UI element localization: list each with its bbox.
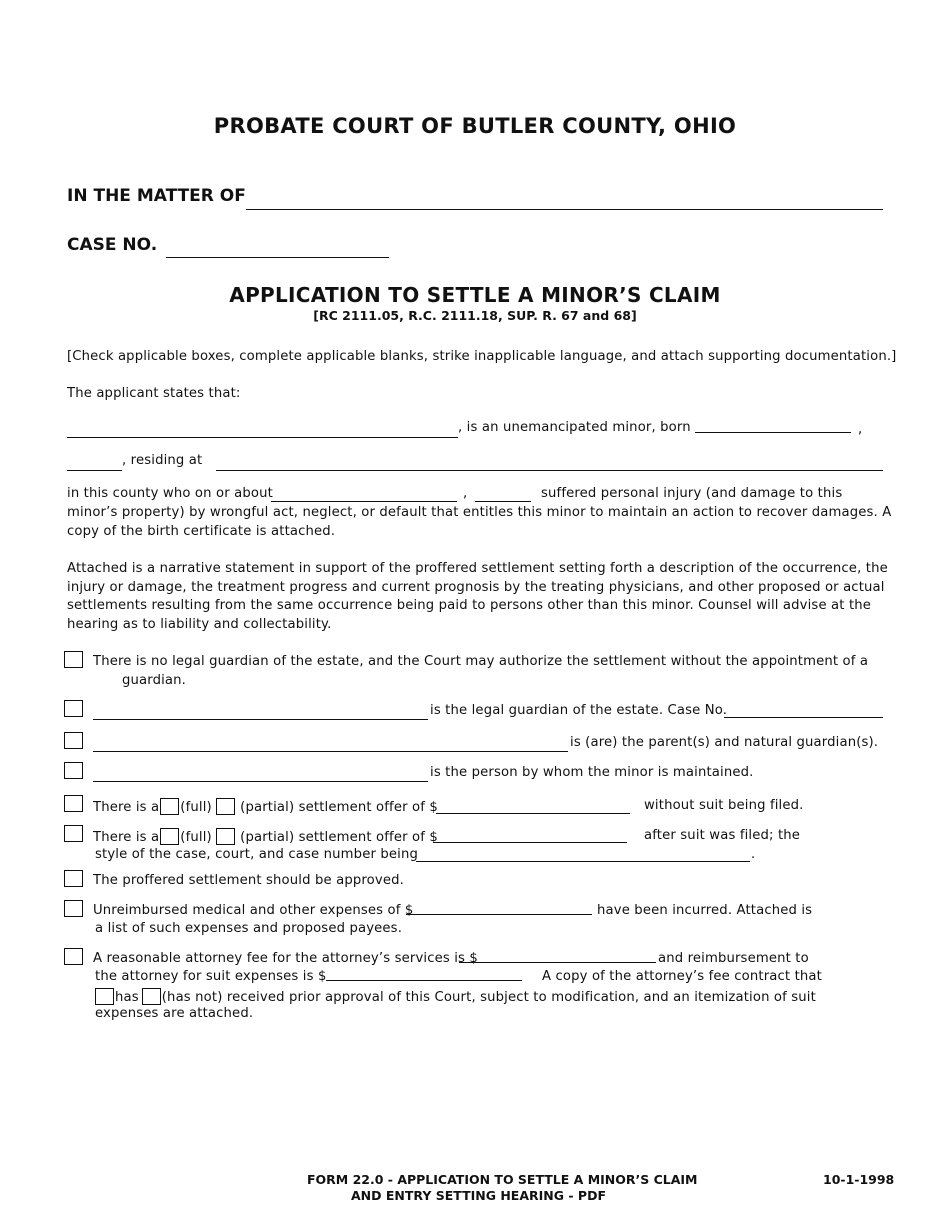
offer-after-suit-checkbox[interactable] bbox=[64, 825, 83, 842]
attorney-fee-text-4: expenses are attached. bbox=[95, 1006, 254, 1021]
offer-after-suit-amount-field[interactable] bbox=[433, 842, 627, 843]
no-guardian-text-1: There is no legal guardian of the estate, and the Court may authorize the settlement without the appointment of a bbox=[93, 654, 869, 669]
no-guardian-checkbox[interactable] bbox=[64, 651, 83, 668]
has-not-approval-checkbox[interactable] bbox=[142, 988, 161, 1005]
footer-form-line-2: AND ENTRY SETTING HEARING - PDF bbox=[351, 1188, 606, 1203]
expenses-checkbox[interactable] bbox=[64, 900, 83, 917]
injury-text-1b: suffered personal injury (and damage to this bbox=[541, 486, 843, 501]
suit-expenses-amount-field[interactable] bbox=[326, 980, 522, 981]
parents-checkbox[interactable] bbox=[64, 732, 83, 749]
offer-without-suit-partial-label: (partial) settlement offer of $ bbox=[240, 800, 438, 815]
case-number-field[interactable] bbox=[166, 257, 389, 258]
injury-text-1a: in this county who on or about bbox=[67, 486, 273, 501]
parents-text: is (are) the parent(s) and natural guardian(s). bbox=[570, 735, 879, 750]
birth-year-field[interactable] bbox=[67, 470, 122, 471]
approve-checkbox[interactable] bbox=[64, 870, 83, 887]
offer-after-suit-prefix: There is a bbox=[93, 830, 160, 845]
case-style-period: . bbox=[751, 847, 756, 862]
offer-without-suit-prefix: There is a bbox=[93, 800, 160, 815]
attorney-fee-text-2a: the attorney for suit expenses is $ bbox=[95, 969, 327, 984]
offer-after-suit-suffix: after suit was filed; the bbox=[644, 828, 801, 843]
offer-without-suit-text bbox=[93, 798, 438, 815]
minor-name-field[interactable] bbox=[67, 437, 458, 438]
narrative-line-4: hearing as to liability and collectability. bbox=[67, 617, 332, 632]
offer-after-suit-full-checkbox[interactable] bbox=[160, 828, 179, 845]
address-field[interactable] bbox=[216, 470, 883, 471]
has-approval-checkbox[interactable] bbox=[95, 988, 114, 1005]
footer-form-line-1: FORM 22.0 - APPLICATION TO SETTLE A MINOR’S CLAIM bbox=[307, 1172, 698, 1187]
maintainer-checkbox[interactable] bbox=[64, 762, 83, 779]
applicant-intro: The applicant states that: bbox=[67, 386, 241, 401]
expenses-text-2: a list of such expenses and proposed payees. bbox=[95, 921, 403, 936]
attorney-fee-text-2b: A copy of the attorney’s fee contract that bbox=[542, 969, 822, 984]
attorney-fee-text-1b: and reimbursement to bbox=[658, 951, 809, 966]
guardian-case-number-field[interactable] bbox=[724, 717, 883, 718]
offer-without-suit-checkbox[interactable] bbox=[64, 795, 83, 812]
case-number-label: CASE NO. bbox=[67, 235, 158, 255]
offer-after-suit-full-label: (full) bbox=[180, 830, 212, 845]
attorney-fee-amount-field[interactable] bbox=[459, 962, 656, 963]
maintainer-text: is the person by whom the minor is maintained. bbox=[430, 765, 754, 780]
form-citation: [RC 2111.05, R.C. 2111.18, SUP. R. 67 and 68] bbox=[313, 308, 637, 323]
offer-without-suit-full-label: (full) bbox=[180, 800, 212, 815]
has-label: has bbox=[115, 990, 139, 1005]
minor-status-text: , is an unemancipated minor, born bbox=[458, 420, 691, 435]
case-style-label: style of the case, court, and case number being bbox=[95, 847, 419, 862]
footer-date: 10-1-1998 bbox=[823, 1172, 895, 1187]
offer-after-suit-partial-checkbox[interactable] bbox=[216, 828, 235, 845]
offer-without-suit-full-checkbox[interactable] bbox=[160, 798, 179, 815]
offer-without-suit-partial-checkbox[interactable] bbox=[216, 798, 235, 815]
offer-without-suit-amount-field[interactable] bbox=[436, 813, 630, 814]
injury-text-3: copy of the birth certificate is attached. bbox=[67, 524, 336, 539]
matter-name-field[interactable] bbox=[246, 209, 883, 210]
expenses-text-1b: have been incurred. Attached is bbox=[597, 903, 813, 918]
maintainer-name-field[interactable] bbox=[93, 781, 428, 782]
attorney-fee-text-1a: A reasonable attorney fee for the attorney’s services is $ bbox=[93, 951, 478, 966]
attorney-fee-checkbox[interactable] bbox=[64, 948, 83, 965]
narrative-line-2: injury or damage, the treatment progress and current prognosis by the treating physicians, and other proposed or actual bbox=[67, 580, 885, 595]
legal-guardian-checkbox[interactable] bbox=[64, 700, 83, 717]
matter-label: IN THE MATTER OF bbox=[67, 186, 246, 206]
birth-date-field[interactable] bbox=[695, 432, 851, 433]
injury-date-field[interactable] bbox=[271, 501, 457, 502]
birth-comma: , bbox=[858, 422, 863, 437]
parents-name-field[interactable] bbox=[93, 751, 568, 752]
injury-year-field[interactable] bbox=[475, 501, 531, 502]
form-title: APPLICATION TO SETTLE A MINOR’S CLAIM bbox=[229, 283, 721, 307]
expenses-amount-field[interactable] bbox=[406, 914, 592, 915]
injury-text-2: minor’s property) by wrongful act, neglect, or default that entitles this minor to maintain an action to recover damages. A bbox=[67, 505, 892, 520]
approve-text: The proffered settlement should be approved. bbox=[93, 873, 404, 888]
offer-after-suit-partial-label: (partial) settlement offer of $ bbox=[240, 830, 438, 845]
injury-comma: , bbox=[463, 486, 468, 501]
expenses-text-1a: Unreimbursed medical and other expenses of $ bbox=[93, 903, 414, 918]
residing-text: , residing at bbox=[122, 453, 203, 468]
has-not-text: (has not) received prior approval of this Court, subject to modification, and an itemization of suit bbox=[161, 990, 816, 1005]
no-guardian-text-2: guardian. bbox=[122, 673, 187, 688]
offer-without-suit-suffix: without suit being filed. bbox=[644, 798, 804, 813]
case-style-field[interactable] bbox=[416, 861, 750, 862]
narrative-line-1: Attached is a narrative statement in support of the proffered settlement setting forth a description of the occurrence, the bbox=[67, 561, 888, 576]
instructions: [Check applicable boxes, complete applicable blanks, strike inapplicable language, and attach supporting documentation.] bbox=[67, 349, 897, 364]
court-title: PROBATE COURT OF BUTLER COUNTY, OHIO bbox=[213, 114, 737, 138]
legal-guardian-text: is the legal guardian of the estate. Case No. bbox=[430, 703, 728, 718]
offer-after-suit-text bbox=[93, 828, 438, 845]
narrative-line-3: settlements resulting from the same occurrence being paid to persons other than this minor. Counsel will advise at the bbox=[67, 598, 872, 613]
legal-guardian-name-field[interactable] bbox=[93, 719, 428, 720]
attorney-fee-text-3 bbox=[95, 988, 816, 1005]
